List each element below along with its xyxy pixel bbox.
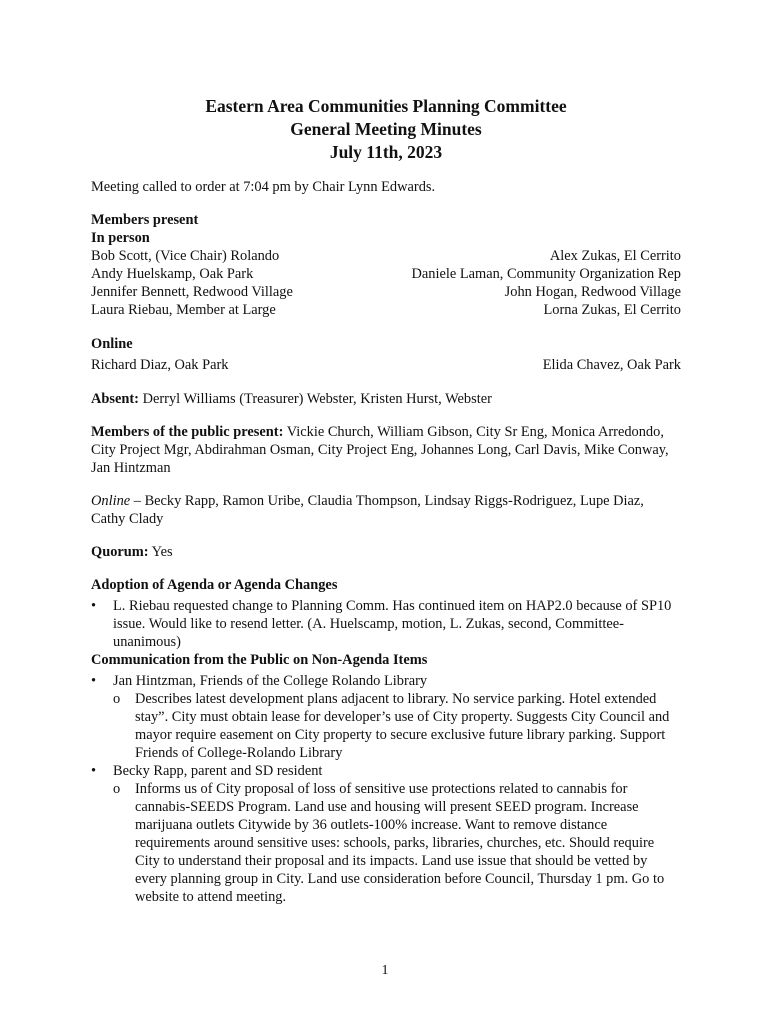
member-row [91,265,681,283]
member-left: Jennifer Bennett, Redwood Village [91,284,293,300]
document-body [91,95,681,906]
bullet-icon: • [91,598,97,614]
public-online [91,492,681,528]
quorum-label: Quorum: [91,544,149,560]
member-right: Daniele Laman, Community Organization Rep [411,266,681,282]
quorum-line [91,543,681,561]
member-right: John Hogan, Redwood Village [504,284,681,300]
in-person-heading: In person [91,230,150,246]
title-line-2: General Meeting Minutes [290,119,482,139]
title-line-3: July 11th, 2023 [329,142,443,162]
list-item [91,762,681,906]
sub-list [113,690,681,762]
quorum-text: Yes [148,544,173,560]
public-online-label: Online [91,493,131,509]
circle-bullet-icon: o [113,691,121,707]
public-online-text: – Becky Rapp, Ramon Uribe, Claudia Thompson, Lindsay Riggs-Rodriguez, Lupe Diaz, Cathy Clady [91,493,644,527]
public-present [91,423,681,477]
sub-list-item-text: Informs us of City proposal of loss of sensitive use protections related to cannabis for cannabis-SEEDS Program. Land use and housing will present SEED program. Increase marijuana outlets Citywide by 36 outlets-100% increase. Want to remove distance requirements around sensitive uses: schools, parks, libraries, churches, etc. Should require City to understand their proposal and its impacts. Land use issue that should be vetted by every planning group in City. Land use consideration before Council, Thursday 1 pm. Go to website to attend meeting. [135,781,665,905]
member-left: Laura Riebau, Member at Large [91,302,276,318]
member-right: Lorna Zukas, El Cerrito [543,302,681,318]
circle-bullet-icon: o [113,781,121,797]
sub-list-item [113,780,681,906]
list-item [91,597,681,651]
list-item-text: Jan Hintzman, Friends of the College Rolando Library [113,673,428,689]
title-line-1: Eastern Area Communities Planning Committee [205,96,567,116]
member-row [91,356,681,374]
call-to-order: Meeting called to order at 7:04 pm by Chair Lynn Edwards. [91,179,436,195]
member-right: Alex Zukas, El Cerrito [549,248,681,264]
member-left: Richard Diaz, Oak Park [91,357,229,373]
absent-text: Derryl Williams (Treasurer) Webster, Kristen Hurst, Webster [138,391,492,407]
agenda-list [91,597,681,651]
sub-list-item [113,690,681,762]
document-title [91,95,681,164]
public-present-label: Members of the public present: [91,424,284,440]
public-comm-heading: Communication from the Public on Non-Agenda Items [91,652,428,668]
member-left: Andy Huelskamp, Oak Park [91,266,254,282]
member-row [91,283,681,301]
public-present-text: Vickie Church, William Gibson, City Sr Eng, Monica Arredondo, City Project Mgr, Abdirahman Osman, City Project Eng, Johannes Long, Carl Davis, Mike Conway, Jan Hintzman [91,424,669,476]
list-item [91,672,681,762]
bullet-icon: • [91,763,97,779]
member-row [91,301,681,319]
public-comm-list [91,672,681,906]
bullet-icon: • [91,673,97,689]
absent-label: Absent: [91,391,139,407]
in-person-list [91,247,681,319]
sub-list-item-text: Describes latest development plans adjacent to library. No service parking. Hotel extended stay”. City must obtain lease for developer’s use of City property. Suggests City Council and mayor require easement on City property to secure exclusive future library parking. Support Friends of College-Rolando Library [135,691,670,761]
member-left: Bob Scott, (Vice Chair) Rolando [91,248,280,264]
agenda-heading: Adoption of Agenda or Agenda Changes [91,577,338,593]
member-row [91,247,681,265]
online-heading: Online [91,336,133,352]
list-item-text: Becky Rapp, parent and SD resident [113,763,323,779]
list-item-text: L. Riebau requested change to Planning Comm. Has continued item on HAP2.0 because of SP10 issue. Would like to resend letter. (A. Huelscamp, motion, L. Zukas, second, Committee-unanimous) [113,598,672,650]
member-right: Elida Chavez, Oak Park [542,357,681,373]
sub-list [113,780,681,906]
absent-line [91,390,681,408]
page-number: 1 [381,963,389,978]
members-present-heading: Members present [91,212,199,228]
